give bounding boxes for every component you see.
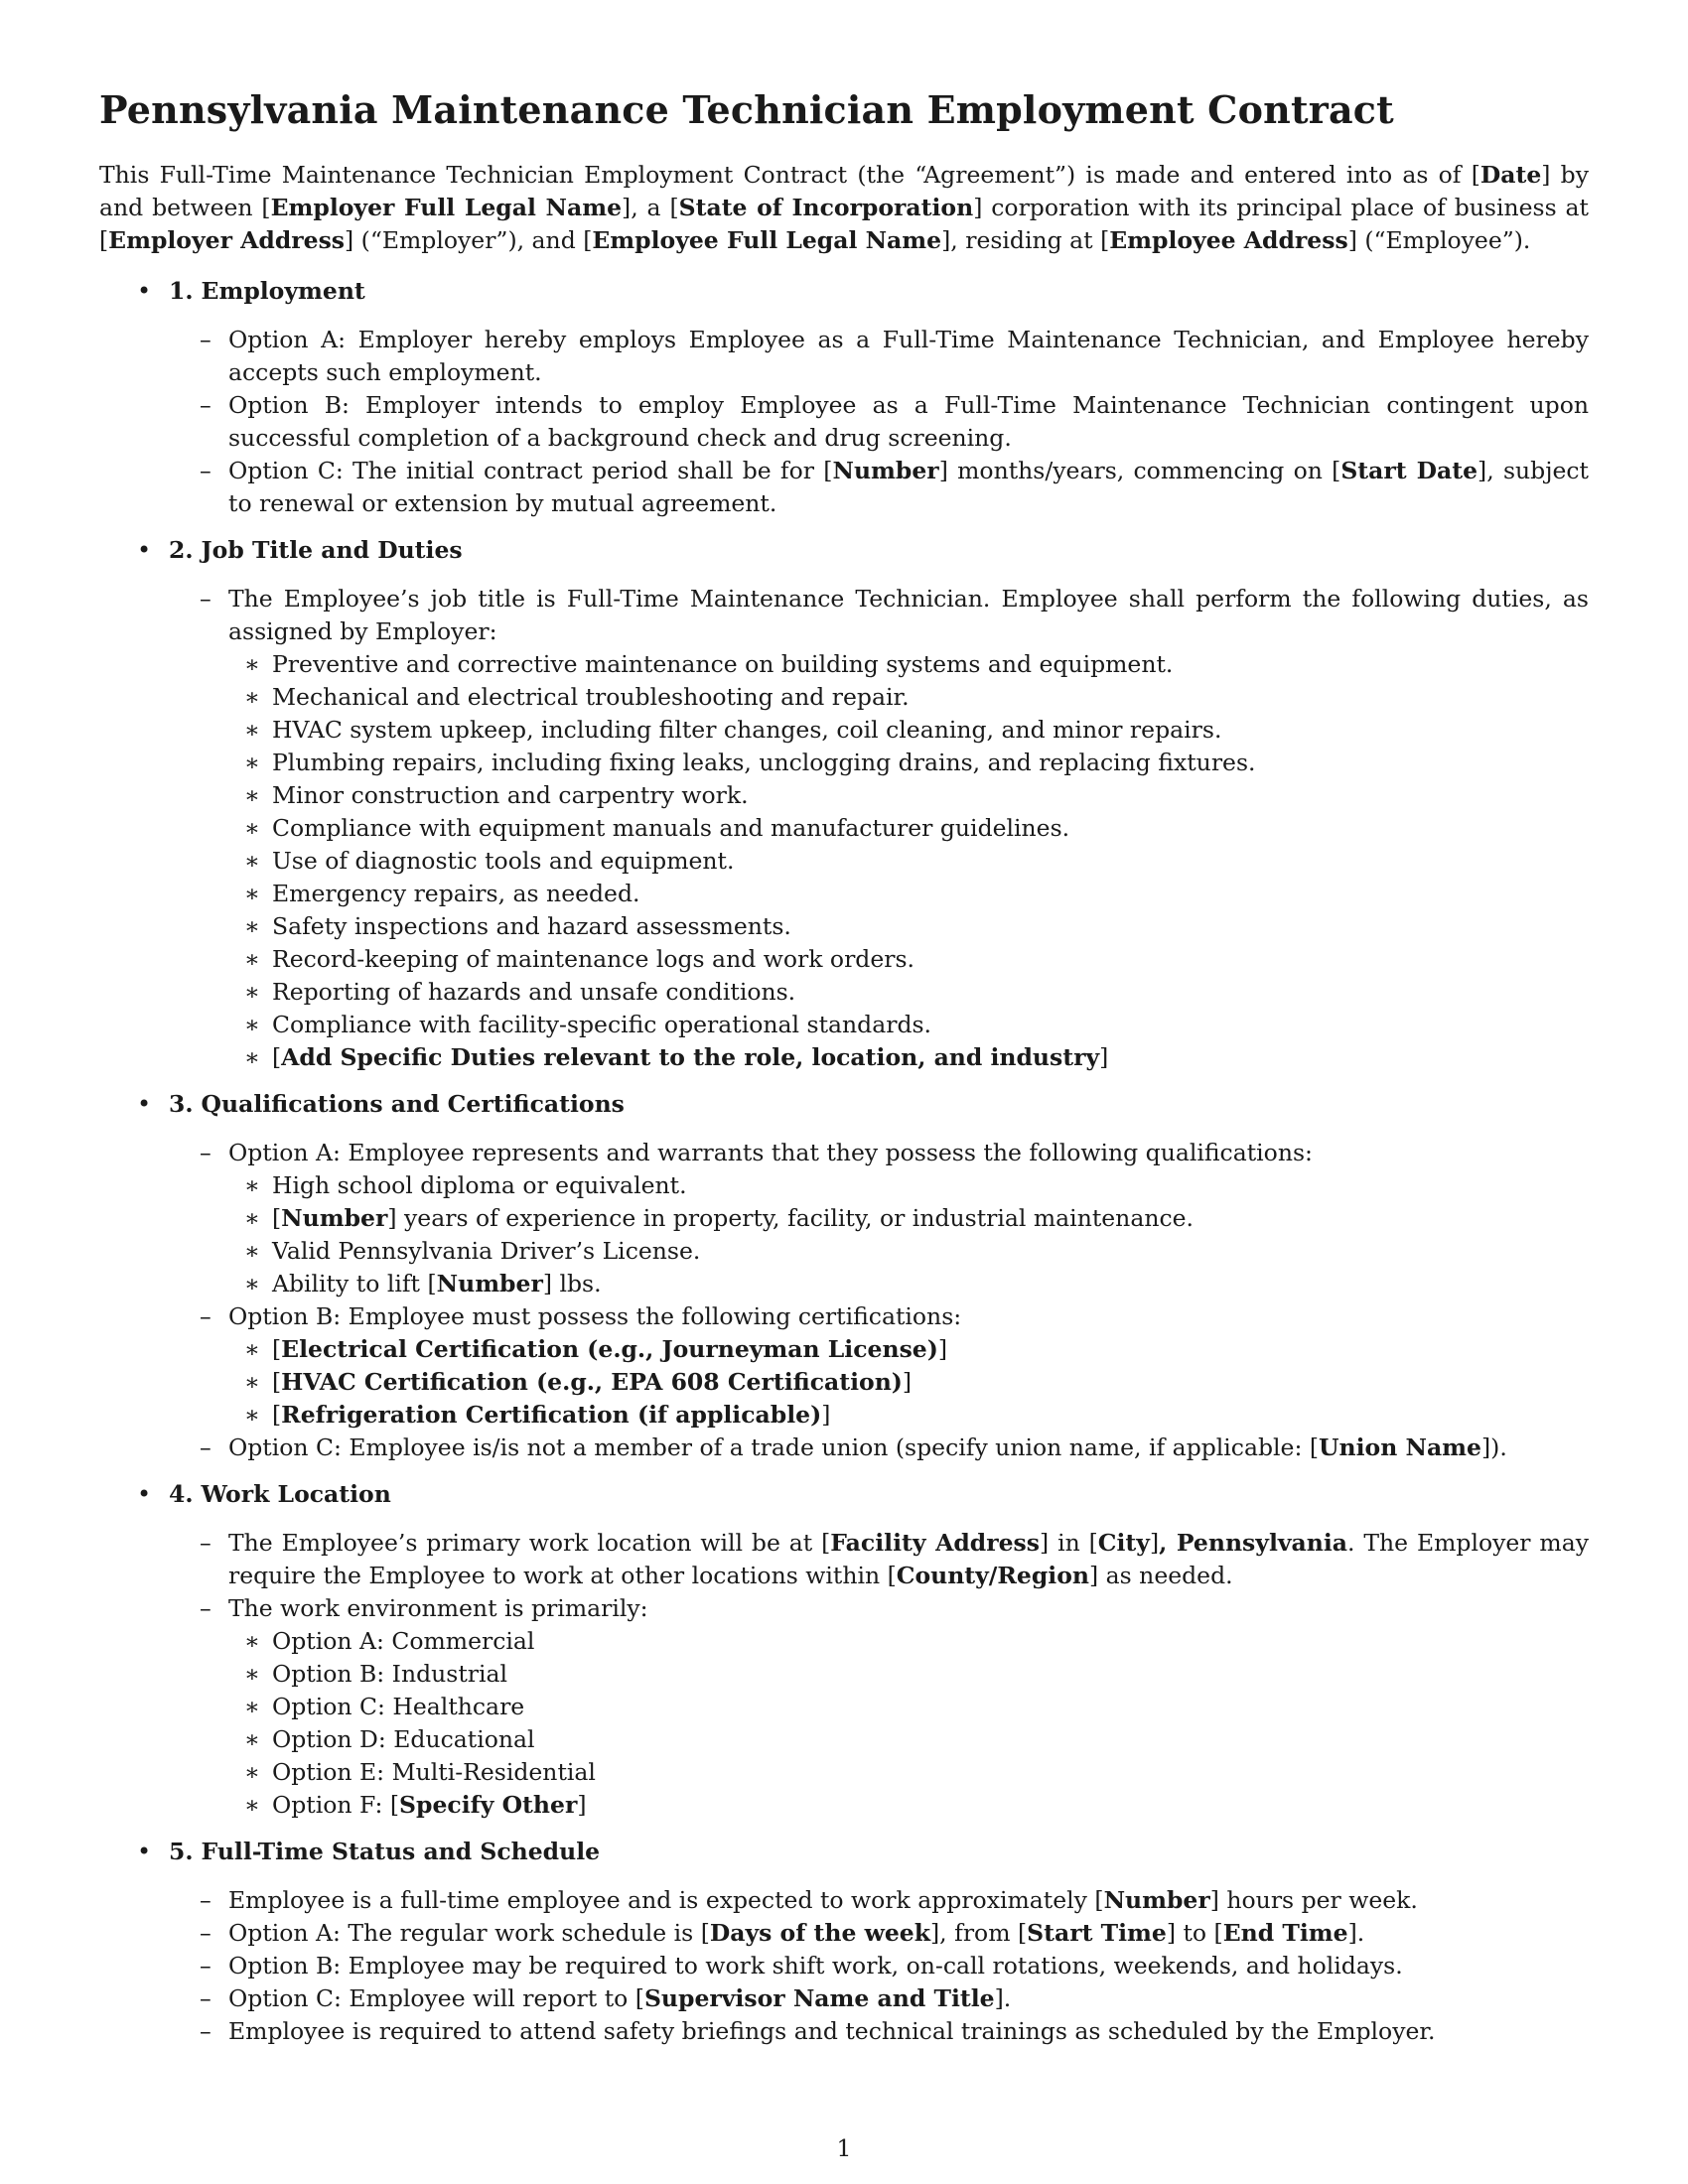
intro-text: ] (“Employer”), and [	[345, 225, 593, 254]
intro-text: ], a [	[622, 193, 679, 221]
section-qualifications	[99, 1088, 1589, 1464]
section-title: Job Title and Duties	[201, 535, 463, 564]
option-item: – Option B: Employer intends to employ Employee as a Full-Time Maintenance Technician contingent upon successful completion of a background check and drug screening.	[169, 389, 1589, 455]
option-text: ], from [	[930, 1918, 1028, 1947]
placeholder-date: Date	[1479, 160, 1542, 189]
section-employment	[99, 275, 1589, 520]
section-work-location	[99, 1478, 1589, 1822]
option-list	[169, 1527, 1589, 1822]
option-list	[169, 324, 1589, 520]
section-number: 1.	[169, 276, 194, 305]
intro-text: ] by and between [	[99, 160, 1590, 221]
qualification-text: Ability to lift [	[272, 1269, 437, 1297]
qualification-item	[220, 1268, 1589, 1300]
section-number: 3.	[169, 1089, 194, 1118]
option-item	[169, 1137, 1589, 1300]
qualifications-lead: Option A: Employee represents and warrants that they possess the following qualifications:	[228, 1138, 1313, 1166]
option-item	[169, 1432, 1589, 1464]
section-heading	[169, 275, 1589, 308]
option-list	[169, 1137, 1589, 1464]
section-list	[99, 275, 1589, 2048]
certifications-lead: Option B: Employee must possess the following certifications:	[228, 1301, 962, 1330]
option-text: Option C: The initial contract period shall be for [	[228, 456, 833, 484]
page-number: 1	[836, 2134, 852, 2162]
duty-item: ∗ Compliance with facility-specific operational standards.	[220, 1009, 1589, 1041]
placeholder-city: City	[1097, 1528, 1150, 1557]
section-title: Employment	[201, 276, 365, 305]
option-list	[169, 583, 1589, 1074]
intro-paragraph	[99, 159, 1589, 257]
duty-item: ∗ Emergency repairs, as needed.	[220, 878, 1589, 910]
placeholder-number: Number	[281, 1203, 388, 1232]
duty-item: ∗ Compliance with equipment manuals and manufacturer guidelines.	[220, 812, 1589, 845]
intro-text: ] corporation with its principal place of business at [	[99, 193, 1589, 254]
environment-item: ∗ Option F: [Specify Other]	[220, 1789, 1589, 1822]
placeholder-certification: Refrigeration Certification (if applicable)	[281, 1400, 822, 1429]
intro-text: ] (“Employee”).	[1347, 225, 1531, 254]
duty-item: ∗ Use of diagnostic tools and equipment.	[220, 845, 1589, 878]
option-item	[169, 1527, 1589, 1592]
duty-item: ∗ Reporting of hazards and unsafe conditions.	[220, 976, 1589, 1009]
option-item	[169, 1884, 1589, 1917]
placeholder-number: Number	[1103, 1885, 1210, 1914]
duty-item: ∗ Safety inspections and hazard assessments.	[220, 910, 1589, 943]
certification-item: ∗ [HVAC Certification (e.g., EPA 608 Certification)]	[220, 1366, 1589, 1399]
duty-item: ∗ Minor construction and carpentry work.	[220, 779, 1589, 812]
option-item	[169, 583, 1589, 1074]
option-item: – Option B: Employee may be required to work shift work, on-call rotations, weekends, and holidays.	[169, 1950, 1589, 1982]
placeholder-start-time: Start Time	[1027, 1918, 1167, 1947]
option-text: ].	[1347, 1918, 1365, 1947]
duty-item: ∗ Plumbing repairs, including fixing leaks, unclogging drains, and replacing fixtures.	[220, 747, 1589, 779]
environment-item: ∗ Option C: Healthcare	[220, 1691, 1589, 1723]
option-text: Option C: Employee is/is not a member of a trade union (specify union name, if applicable: [	[228, 1433, 1320, 1461]
placeholder-employee-name: Employee Full Legal Name	[592, 225, 942, 254]
placeholder-employee-address: Employee Address	[1109, 225, 1348, 254]
option-item	[169, 1917, 1589, 1950]
placeholder-specific-duties: Add Specific Duties relevant to the role, location, and industry	[281, 1042, 1100, 1071]
duty-item: ∗ Mechanical and electrical troubleshooting and repair.	[220, 681, 1589, 714]
section-number: 2.	[169, 535, 194, 564]
placeholder-number: Number	[436, 1269, 543, 1297]
option-text: ]	[1149, 1528, 1160, 1557]
section-heading	[169, 1088, 1589, 1121]
document-title: Pennsylvania Maintenance Technician Employment Contract	[99, 87, 1394, 132]
option-item: – Employee is required to attend safety briefings and technical trainings as scheduled by the Employer.	[169, 2015, 1589, 2048]
section-heading	[169, 1836, 1589, 1868]
certification-item: ∗ [Refrigeration Certification (if applicable)]	[220, 1399, 1589, 1432]
qualification-item: ∗ High school diploma or equivalent.	[220, 1169, 1589, 1202]
section-number: 5.	[169, 1837, 194, 1865]
option-text: Employee is a full-time employee and is expected to work approximately [	[228, 1885, 1104, 1914]
section-title: Work Location	[201, 1479, 391, 1508]
placeholder-supervisor: Supervisor Name and Title	[643, 1983, 995, 2012]
placeholder-end-time: End Time	[1222, 1918, 1348, 1947]
section-job-title-duties	[99, 534, 1589, 1074]
option-item	[169, 1300, 1589, 1432]
placeholder-number: Number	[832, 456, 939, 484]
option-text: The Employee’s primary work location will be at [	[228, 1528, 831, 1557]
environment-item: ∗ Option E: Multi-Residential	[220, 1756, 1589, 1789]
environment-list	[228, 1625, 1589, 1822]
section-full-time-status	[99, 1836, 1589, 2048]
placeholder-certification: Electrical Certification (e.g., Journeyman License)	[281, 1334, 938, 1363]
environment-item: ∗ Option D: Educational	[220, 1723, 1589, 1756]
environment-lead: The work environment is primarily:	[228, 1593, 648, 1622]
section-number: 4.	[169, 1479, 194, 1508]
option-text: Option A: The regular work schedule is [	[228, 1918, 710, 1947]
placeholder-county-region: County/Region	[896, 1561, 1089, 1589]
placeholder-employer-name: Employer Full Legal Name	[270, 193, 623, 221]
section-title: Qualifications and Certifications	[201, 1089, 625, 1118]
option-item	[169, 455, 1589, 520]
option-text: ] in [	[1040, 1528, 1098, 1557]
duty-item: ∗ [Add Specific Duties relevant to the role, location, and industry]	[220, 1041, 1589, 1074]
document-page	[99, 87, 1589, 2062]
qualification-item: ∗ [Number] years of experience in property, facility, or industrial maintenance.	[220, 1202, 1589, 1235]
state-name: , Pennsylvania	[1159, 1528, 1347, 1557]
section-heading	[169, 1478, 1589, 1511]
placeholder-start-date: Start Date	[1340, 456, 1478, 484]
placeholder-employer-address: Employer Address	[108, 225, 346, 254]
option-text: ], subject to renewal or extension by mutual agreement.	[228, 456, 1589, 517]
environment-item: ∗ Option B: Industrial	[220, 1658, 1589, 1691]
placeholder-certification: HVAC Certification (e.g., EPA 608 Certification)	[281, 1367, 903, 1396]
placeholder-union-name: Union Name	[1319, 1433, 1481, 1461]
qualifications-list	[228, 1169, 1589, 1300]
option-text: ] to [	[1166, 1918, 1223, 1947]
option-list	[169, 1884, 1589, 2048]
option-item	[169, 1982, 1589, 2015]
duty-item: ∗ Preventive and corrective maintenance on building systems and equipment.	[220, 648, 1589, 681]
certifications-list	[228, 1333, 1589, 1432]
environment-item: ∗ Option A: Commercial	[220, 1625, 1589, 1658]
qualification-text: ] lbs.	[542, 1269, 602, 1297]
intro-text: ], residing at [	[941, 225, 1110, 254]
qualification-item: ∗ Valid Pennsylvania Driver’s License.	[220, 1235, 1589, 1268]
option-text: ] hours per week.	[1209, 1885, 1418, 1914]
option-item: – Option A: Employer hereby employs Employee as a Full-Time Maintenance Technician, and Employee hereby accepts such employment.	[169, 324, 1589, 389]
option-text: ].	[994, 1983, 1012, 2012]
intro-text: This Full-Time Maintenance Technician Employment Contract (the “Agreement”) is made and entered into as of [	[99, 160, 1480, 189]
option-item	[169, 1592, 1589, 1822]
option-text: ] as needed.	[1089, 1561, 1233, 1589]
duty-item: ∗ Record-keeping of maintenance logs and work orders.	[220, 943, 1589, 976]
section-title: Full-Time Status and Schedule	[201, 1837, 601, 1865]
option-text: Option C: Employee will report to [	[228, 1983, 644, 2012]
placeholder-days: Days of the week	[709, 1918, 931, 1947]
duties-list	[228, 648, 1589, 1074]
placeholder-specify-other: Specify Other	[399, 1790, 578, 1819]
placeholder-facility-address: Facility Address	[830, 1528, 1041, 1557]
option-text: ] months/years, commencing on [	[938, 456, 1341, 484]
section-heading	[169, 534, 1589, 567]
duties-lead: The Employee’s job title is Full-Time Maintenance Technician. Employee shall perform the following duties, as assigned by Employer:	[228, 584, 1589, 645]
duty-item: ∗ HVAC system upkeep, including filter changes, coil cleaning, and minor repairs.	[220, 714, 1589, 747]
placeholder-state: State of Incorporation	[678, 193, 974, 221]
option-text: ]).	[1481, 1433, 1507, 1461]
environment-text: Option F: [	[272, 1790, 400, 1819]
certification-item: ∗ [Electrical Certification (e.g., Journeyman License)]	[220, 1333, 1589, 1366]
qualification-text: ] years of experience in property, facility, or industrial maintenance.	[387, 1203, 1194, 1232]
option-text: . The Employer may require the Employee to work at other locations within [	[228, 1528, 1590, 1589]
